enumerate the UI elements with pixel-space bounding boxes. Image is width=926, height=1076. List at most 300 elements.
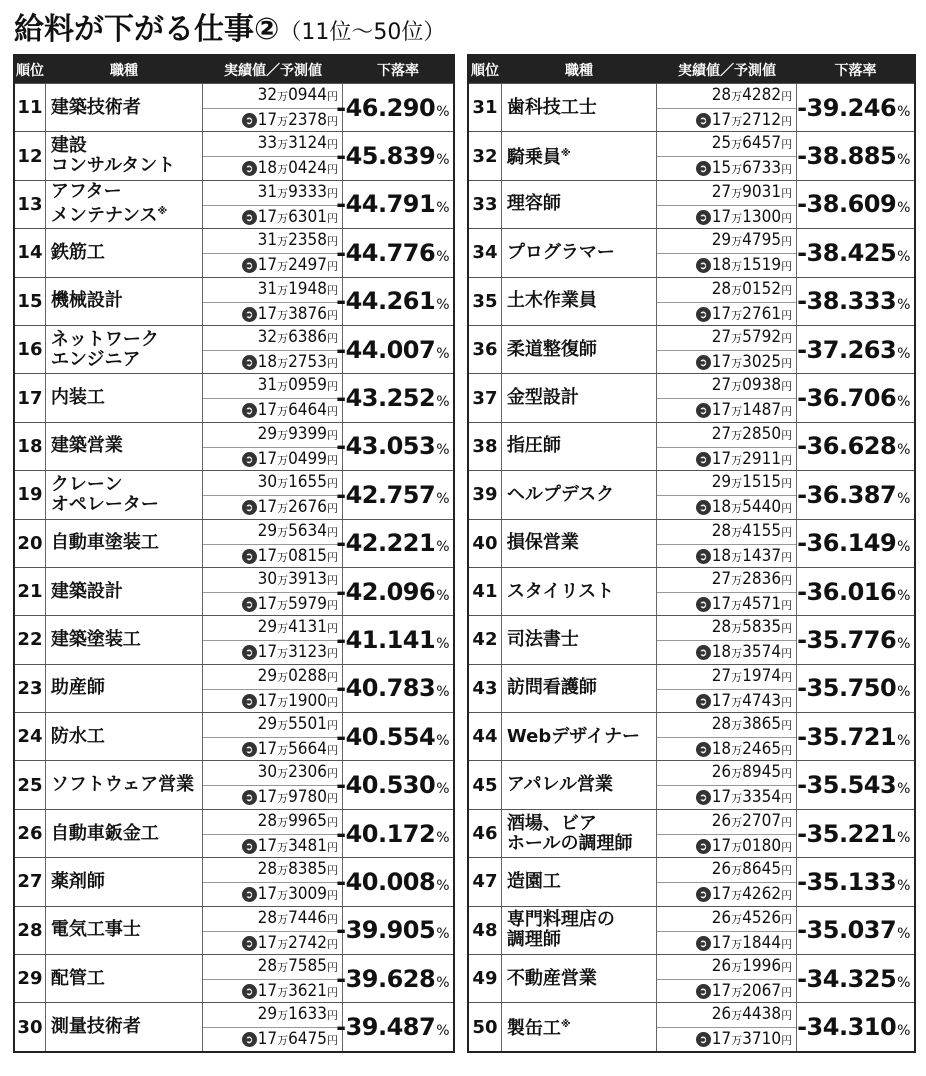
values-cell: [657, 374, 797, 421]
rank-cell: 22: [15, 616, 46, 663]
salary-man-value: 29: [257, 423, 278, 444]
rate-cell: [797, 955, 914, 1002]
salary-man-value: 17: [711, 593, 732, 614]
unit-yen: 円: [781, 792, 793, 806]
job-name: [51, 969, 105, 989]
table-row: [469, 470, 914, 518]
job-name-line: 理容師: [506, 193, 561, 215]
values-cell: [203, 471, 343, 518]
unit-man: 万: [731, 308, 743, 322]
rate-value: -38.425: [797, 238, 897, 267]
unit-yen: 円: [781, 138, 793, 152]
header-job: 職種: [565, 62, 593, 79]
values-cell: [203, 810, 343, 857]
rate-value: -44.791: [336, 190, 436, 219]
job-name: [51, 243, 105, 263]
rank-cell: 42: [469, 616, 502, 663]
rate-cell: [797, 568, 914, 615]
predicted-salary: [657, 932, 796, 956]
predicted-salary: [657, 351, 796, 375]
job-name: [51, 775, 194, 795]
rate-cell: [336, 229, 453, 276]
unit-yen: 円: [781, 186, 793, 200]
salary-man-value: 29: [257, 714, 278, 735]
rank-cell: 49: [469, 955, 502, 1002]
unit-yen: 円: [327, 767, 338, 781]
job-name: [507, 1015, 571, 1039]
salary-yen-value: 1633: [288, 1004, 327, 1025]
salary-yen-value: 1300: [742, 206, 782, 227]
salary-yen-value: 1655: [288, 472, 327, 493]
job-name-line: 歯科技工士: [506, 96, 597, 118]
unit-man: 万: [731, 573, 743, 587]
rate-value: -34.325: [797, 964, 897, 993]
unit-percent: %: [436, 345, 449, 362]
salary-yen-value: 3123: [288, 642, 327, 663]
unit-yen: 円: [781, 283, 793, 297]
job-name-line: プログラマー: [506, 241, 615, 263]
job-name-line: 土木作業員: [506, 290, 597, 312]
arrow-icon: ➲: [242, 839, 257, 854]
job-name: [51, 136, 175, 176]
rate-value: -35.037: [797, 916, 897, 945]
job-name: [507, 485, 614, 505]
job-name: [51, 872, 105, 892]
unit-man: 万: [277, 647, 289, 661]
job-cell: [46, 955, 204, 1002]
actual-salary: [203, 907, 342, 932]
arrow-icon: ➲: [696, 161, 711, 176]
unit-yen: 円: [327, 477, 338, 491]
salary-yen-value: 2358: [288, 230, 327, 251]
table-row: [469, 906, 914, 954]
unit-man: 万: [277, 937, 289, 951]
table-row: [15, 131, 453, 179]
unit-percent: %: [436, 297, 449, 314]
table-row: [469, 567, 914, 615]
table-row: [469, 325, 914, 373]
predicted-salary: [657, 641, 796, 665]
unit-man: 万: [277, 283, 289, 297]
salary-man-value: 27: [711, 375, 732, 396]
job-name: [507, 388, 579, 408]
job-cell: [502, 471, 658, 518]
predicted-salary: [657, 448, 796, 472]
predicted-salary: [203, 399, 342, 423]
unit-man: 万: [277, 912, 289, 926]
salary-man-value: 28: [257, 859, 278, 880]
predicted-salary: [203, 206, 342, 230]
predicted-salary: [203, 545, 342, 569]
job-name-line: 建築技術者: [50, 96, 141, 118]
salary-man-value: 17: [711, 884, 732, 905]
actual-salary: [657, 858, 796, 883]
rate-value: -35.133: [797, 867, 897, 896]
table-row: [15, 325, 453, 373]
unit-yen: 円: [327, 815, 338, 829]
unit-yen: 円: [781, 815, 793, 829]
salary-man-value: 18: [711, 642, 732, 663]
unit-yen: 円: [327, 308, 338, 322]
actual-salary: [203, 713, 342, 738]
rate-cell: [797, 326, 914, 373]
unit-percent: %: [436, 442, 449, 459]
values-cell: [203, 132, 343, 179]
salary-yen-value: 1900: [288, 690, 327, 711]
rate-value: -37.263: [797, 335, 897, 364]
unit-percent: %: [436, 394, 449, 411]
predicted-salary: [657, 545, 796, 569]
arrow-icon: ➲: [242, 403, 257, 418]
arrow-icon: ➲: [696, 113, 711, 128]
salary-man-value: 29: [257, 1004, 278, 1025]
unit-yen: 円: [781, 573, 793, 587]
job-name: [507, 814, 633, 854]
rate-cell: [336, 713, 453, 760]
unit-man: 万: [277, 138, 289, 152]
unit-yen: 円: [327, 792, 338, 806]
actual-salary: [203, 471, 342, 496]
rank-cell: 35: [469, 278, 502, 325]
unit-man: 万: [277, 622, 289, 636]
unit-man: 万: [277, 719, 289, 733]
predicted-salary: [203, 980, 342, 1004]
values-cell: [657, 713, 797, 760]
table-row: [469, 712, 914, 760]
job-name-line: メンテナンス※: [50, 205, 168, 227]
rate-value: -41.141: [336, 625, 436, 654]
unit-yen: 円: [327, 260, 338, 274]
salary-man-value: 17: [711, 400, 732, 421]
unit-man: 万: [731, 767, 743, 781]
unit-percent: %: [897, 1023, 910, 1040]
salary-man-value: 33: [257, 133, 278, 154]
unit-percent: %: [897, 781, 910, 798]
job-name-line: ソフトウェア営業: [50, 774, 195, 796]
rate-cell: [797, 132, 914, 179]
unit-yen: 円: [781, 598, 793, 612]
values-cell: [203, 858, 343, 905]
rank-cell: 47: [469, 858, 502, 905]
rate-value: -35.721: [797, 722, 897, 751]
unit-man: 万: [277, 525, 289, 539]
salary-yen-value: 2676: [288, 497, 327, 518]
job-name: [507, 194, 561, 214]
unit-yen: 円: [327, 719, 338, 733]
unit-yen: 円: [781, 937, 793, 951]
unit-percent: %: [897, 877, 910, 894]
rate-value: -40.783: [336, 674, 436, 703]
job-name-line: ネットワーク: [50, 328, 159, 350]
job-name-line: スタイリスト: [506, 580, 615, 602]
job-cell: [502, 713, 658, 760]
table-row: [15, 615, 453, 663]
rate-cell: [797, 810, 914, 857]
rate-value: -34.310: [797, 1013, 897, 1042]
rate-cell: [336, 278, 453, 325]
actual-salary: [657, 665, 796, 690]
salary-man-value: 17: [711, 835, 732, 856]
salary-yen-value: 5835: [742, 617, 782, 638]
rate-value: -40.530: [336, 771, 436, 800]
rate-cell: [336, 568, 453, 615]
predicted-salary: [203, 690, 342, 714]
unit-man: 万: [731, 260, 743, 274]
rate-value: -39.905: [336, 916, 436, 945]
job-name: [507, 969, 597, 989]
job-cell: [46, 858, 204, 905]
unit-yen: 円: [781, 331, 793, 345]
unit-yen: 円: [781, 428, 793, 442]
salary-yen-value: 2306: [288, 762, 327, 783]
arrow-icon: ➲: [696, 403, 711, 418]
salary-man-value: 17: [257, 642, 278, 663]
actual-salary: [203, 84, 342, 109]
values-cell: [203, 84, 343, 131]
unit-yen: 円: [781, 356, 793, 370]
salary-yen-value: 3876: [288, 303, 327, 324]
unit-percent: %: [897, 974, 910, 991]
salary-yen-value: 3574: [742, 642, 782, 663]
unit-man: 万: [277, 1034, 289, 1048]
salary-man-value: 17: [711, 1029, 732, 1050]
footnote-mark: ※: [560, 148, 571, 160]
rank-cell: 48: [469, 907, 502, 954]
unit-man: 万: [277, 428, 289, 442]
rate-cell: [797, 761, 914, 808]
page-title: [14, 4, 445, 48]
job-name-line: 自動車塗装工: [50, 532, 159, 554]
rate-cell: [336, 132, 453, 179]
rate-cell: [797, 1003, 914, 1050]
values-cell: [203, 181, 343, 228]
job-name-line: 指圧師: [506, 435, 561, 457]
job-name-line: 建築設計: [50, 580, 123, 602]
actual-salary: [203, 665, 342, 690]
salary-yen-value: 2707: [742, 810, 782, 831]
table-row: [469, 760, 914, 808]
rate-value: -44.261: [336, 287, 436, 316]
job-name-line: 配管工: [50, 967, 105, 989]
rate-value: -38.333: [797, 287, 897, 316]
salary-yen-value: 3865: [742, 714, 782, 735]
actual-salary: [657, 132, 796, 157]
actual-salary: [657, 181, 796, 206]
job-cell: [502, 665, 658, 712]
arrow-icon: ➲: [242, 161, 257, 176]
actual-salary: [203, 955, 342, 980]
values-cell: [203, 423, 343, 470]
job-cell: [46, 278, 204, 325]
rate-value: -38.885: [797, 142, 897, 171]
arrow-icon: ➲: [242, 984, 257, 999]
predicted-salary: [203, 883, 342, 907]
job-name-line: 司法書士: [506, 628, 579, 650]
table-row: [15, 277, 453, 325]
rate-value: -35.221: [797, 819, 897, 848]
unit-percent: %: [436, 926, 449, 943]
unit-man: 万: [277, 477, 289, 491]
salary-yen-value: 0944: [288, 85, 327, 105]
table-row: [15, 954, 453, 1002]
job-name-line: コンサルタント: [50, 155, 176, 177]
salary-yen-value: 2742: [288, 932, 327, 953]
arrow-icon: ➲: [242, 355, 257, 370]
arrow-icon: ➲: [242, 258, 257, 273]
arrow-icon: ➲: [696, 307, 711, 322]
predicted-salary: [203, 786, 342, 810]
actual-salary: [657, 568, 796, 593]
job-name-line: 柔道整復師: [506, 338, 597, 360]
predicted-salary: [657, 738, 796, 762]
salary-man-value: 17: [711, 787, 732, 808]
header-rank: 順位: [471, 62, 499, 79]
rank-cell: 15: [15, 278, 46, 325]
salary-yen-value: 2836: [742, 568, 782, 589]
job-cell: [502, 810, 658, 857]
rank-cell: 36: [469, 326, 502, 373]
salary-yen-value: 1974: [742, 665, 782, 686]
salary-man-value: 17: [711, 932, 732, 953]
unit-man: 万: [277, 163, 289, 177]
values-cell: [657, 568, 797, 615]
salary-man-value: 17: [257, 739, 278, 760]
unit-yen: 円: [781, 912, 793, 926]
predicted-salary: [657, 786, 796, 810]
header-job: 職種: [110, 62, 138, 79]
unit-yen: 円: [781, 380, 793, 394]
salary-yen-value: 3621: [288, 981, 327, 1002]
salary-man-value: 17: [257, 545, 278, 566]
table-row: [469, 277, 914, 325]
job-name-line: アパレル営業: [506, 774, 614, 796]
job-name: [507, 291, 597, 311]
rank-cell: 18: [15, 423, 46, 470]
arrow-icon: ➲: [242, 113, 257, 128]
rate-cell: [336, 810, 453, 857]
job-name: [507, 144, 571, 168]
arrow-icon: ➲: [242, 452, 257, 467]
salary-yen-value: 9965: [288, 810, 327, 831]
job-name: [507, 872, 561, 892]
actual-salary: [657, 84, 796, 109]
job-name-line: Webデザイナー: [506, 725, 640, 747]
actual-salary: [657, 423, 796, 448]
unit-percent: %: [897, 200, 910, 217]
table-row: [469, 180, 914, 228]
table-row: [469, 131, 914, 179]
rate-cell: [797, 84, 914, 131]
unit-man: 万: [731, 477, 743, 491]
salary-yen-value: 2497: [288, 255, 327, 276]
arrow-icon: ➲: [696, 355, 711, 370]
salary-man-value: 29: [257, 665, 278, 686]
rate-cell: [797, 229, 914, 276]
actual-salary: [203, 616, 342, 641]
unit-percent: %: [436, 974, 449, 991]
rate-value: -36.706: [797, 384, 897, 413]
unit-yen: 円: [327, 283, 338, 297]
salary-man-value: 25: [711, 133, 732, 154]
job-name-line: 建築営業: [50, 435, 123, 457]
arrow-icon: ➲: [242, 307, 257, 322]
salary-man-value: 27: [711, 568, 732, 589]
unit-man: 万: [731, 1009, 743, 1023]
predicted-salary: [203, 932, 342, 956]
rate-cell: [797, 423, 914, 470]
salary-man-value: 17: [257, 110, 278, 130]
job-name: [51, 920, 141, 940]
salary-yen-value: 1844: [742, 932, 782, 953]
job-cell: [502, 1003, 658, 1050]
table-row: [469, 422, 914, 470]
unit-man: 万: [277, 331, 289, 345]
unit-man: 万: [731, 889, 743, 903]
table-row: [15, 760, 453, 808]
job-name: [51, 727, 105, 747]
unit-man: 万: [277, 767, 289, 781]
salary-yen-value: 2378: [288, 110, 327, 130]
unit-yen: 円: [781, 719, 793, 733]
job-name: [507, 775, 613, 795]
actual-salary: [203, 1003, 342, 1028]
rate-value: -35.776: [797, 625, 897, 654]
unit-percent: %: [436, 587, 449, 604]
unit-man: 万: [731, 283, 743, 297]
rate-cell: [336, 84, 453, 131]
salary-man-value: 17: [257, 981, 278, 1002]
values-cell: [657, 858, 797, 905]
arrow-icon: ➲: [242, 549, 257, 564]
unit-yen: 円: [327, 598, 338, 612]
rate-cell: [336, 471, 453, 518]
salary-yen-value: 4262: [742, 884, 782, 905]
values-cell: [657, 471, 797, 518]
unit-percent: %: [436, 781, 449, 798]
rate-cell: [797, 471, 914, 518]
rank-cell: 37: [469, 374, 502, 421]
job-name: [51, 436, 123, 456]
arrow-icon: ➲: [242, 887, 257, 902]
table-row: [15, 567, 453, 615]
salary-man-value: 28: [711, 278, 732, 299]
values-cell: [203, 278, 343, 325]
job-name: [507, 678, 597, 698]
salary-yen-value: 9031: [742, 181, 782, 202]
unit-man: 万: [731, 815, 743, 829]
salary-man-value: 26: [711, 810, 732, 831]
salary-yen-value: 0499: [288, 448, 327, 469]
actual-salary: [657, 229, 796, 254]
unit-man: 万: [277, 260, 289, 274]
unit-man: 万: [731, 235, 743, 249]
salary-man-value: 17: [257, 835, 278, 856]
rank-cell: 24: [15, 713, 46, 760]
unit-man: 万: [731, 138, 743, 152]
unit-yen: 円: [327, 1034, 338, 1048]
salary-yen-value: 2067: [742, 981, 782, 1002]
salary-man-value: 18: [711, 255, 732, 276]
rate-value: -40.008: [336, 867, 436, 896]
unit-percent: %: [897, 684, 910, 701]
values-cell: [657, 278, 797, 325]
header-values: 実績値／予測値: [678, 62, 776, 79]
unit-man: 万: [277, 502, 289, 516]
unit-man: 万: [731, 90, 743, 103]
unit-yen: 円: [327, 186, 338, 200]
arrow-icon: ➲: [696, 790, 711, 805]
rank-cell: 38: [469, 423, 502, 470]
